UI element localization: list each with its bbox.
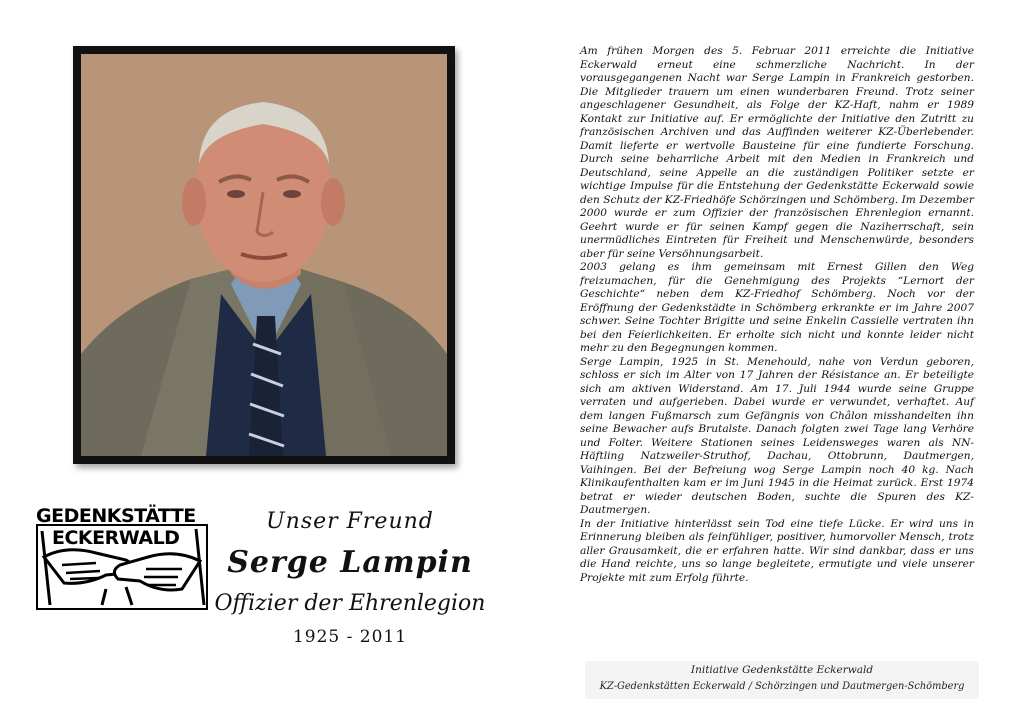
caption-years: 1925 - 2011 <box>292 627 408 647</box>
caption-name: Serge Lampin <box>227 545 473 580</box>
footer-memorials: KZ-Gedenkstätten Eckerwald / Schörzingen und Dautmergen-Schömberg <box>599 681 965 692</box>
obituary-article <box>580 45 974 585</box>
article-paragraph: Am frühen Morgen des 5. Februar 2011 erreichte die Initiative Eckerwald erneut eine schmerzliche Nachricht. In der vorausgegangenen Nacht war Serge Lampin in Frankreich gestorben. Die Mitglieder trauern um einen wunderbaren Freund. Trotz seiner angeschlagener Gesundheit, als Folge der KZ-Haft, nahm er 1989 Kontakt zur Initiative auf. Er ermöglichte der Initiative den Zutritt zu französischen Archiven und das Auffinden weiterer KZ-Überlebender. Damit lieferte er wertvolle Bausteine für eine fundierte Forschung. Durch seine beharrliche Arbeit mit den Medien in Frankreich und Deutschland, seine Appelle an die zuständigen Politiker setzte er wichtige Impulse für die Entstehung der Gedenkstätte Eckerwald sowie den Schutz der KZ-Friedhöfe Schörzingen und Schömberg. Im Dezember 2000 wurde er zum Offizier der französischen Ehrenlegion ernannt. Geehrt wurde er für seinen Kampf gegen die Naziherrschaft, sein unermüdliches Eintreten für Freiheit und Menschenwürde, besonders aber für seine Versöhnungsarbeit. <box>580 45 974 260</box>
logo-line-1: GEDENKSTÄTTE <box>36 505 196 527</box>
article-paragraph: In der Initiative hinterlässt sein Tod eine tiefe Lücke. Er wird uns in Erinnerung bleiben als feinfühliger, positiver, humorvoller Mensch, trotz aller Grausamkeit, die er erfahren hatte. Wir sind dankbar, dass er uns die Hand reichte, uns so lange begleitete, ermutigte und viele unserer Projekte mit zum Erfolg führte. <box>580 517 974 584</box>
caption-friend: Unser Freund <box>266 509 434 534</box>
portrait-illustration <box>81 54 447 456</box>
logo-line-2: ECKERWALD <box>52 527 180 549</box>
portrait-photo <box>81 54 447 456</box>
caption-rank: Offizier der Ehrenlegion <box>214 591 486 616</box>
article-paragraph: 2003 gelang es ihm gemeinsam mit Ernest Gillen den Weg freizumachen, für die Genehmigung des Projekts “Lernort der Geschichte“ neben dem KZ-Friedhof Schömberg. Noch vor der Eröffnung der Gedenkstädte in Schömberg erkrankte er im Jahre 2007 schwer. Seine Tochter Brigitte und seine Enkelin Cassielle vertraten ihn bei den Feierlichkeiten. Er erholte sich nicht und konnte leider nicht mehr zu den Begegnungen kommen. <box>580 261 974 354</box>
portrait-frame <box>73 46 455 464</box>
article-paragraph: Serge Lampin, 1925 in St. Menehould, nahe von Verdun geboren, schloss er sich im Alter von 17 Jahren der Résistance an. Er beteiligte sich am aktiven Widerstand. Am 17. Juli 1944 wurde seine Gruppe verraten und aufgerieben. Dabei wurde er verwundet, verhaftet. Auf dem langen Fußmarsch zum Gefängnis von Châlon misshandelten ihn seine Bewacher aufs Brutalste. Danach folgten zwei Tage lang Verhöre und Folter. Weitere Stationen seines Leidensweges waren als NN-Häftling Natzweiler-Struthof, Dachau, Ottobrunn, Dautmergen, Vaihingen. Bei der Befreiung wog Serge Lampin noch 40 kg. Nach Klinikaufenthalten kam er im Juni 1945 in die Heimat zurück. Erst 1974 betrat er wieder deutschen Boden, suchte die Spuren des KZ-Dautmergen. <box>580 355 974 516</box>
footer-box <box>585 661 979 699</box>
footer-organization: Initiative Gedenkstätte Eckerwald <box>690 664 874 676</box>
